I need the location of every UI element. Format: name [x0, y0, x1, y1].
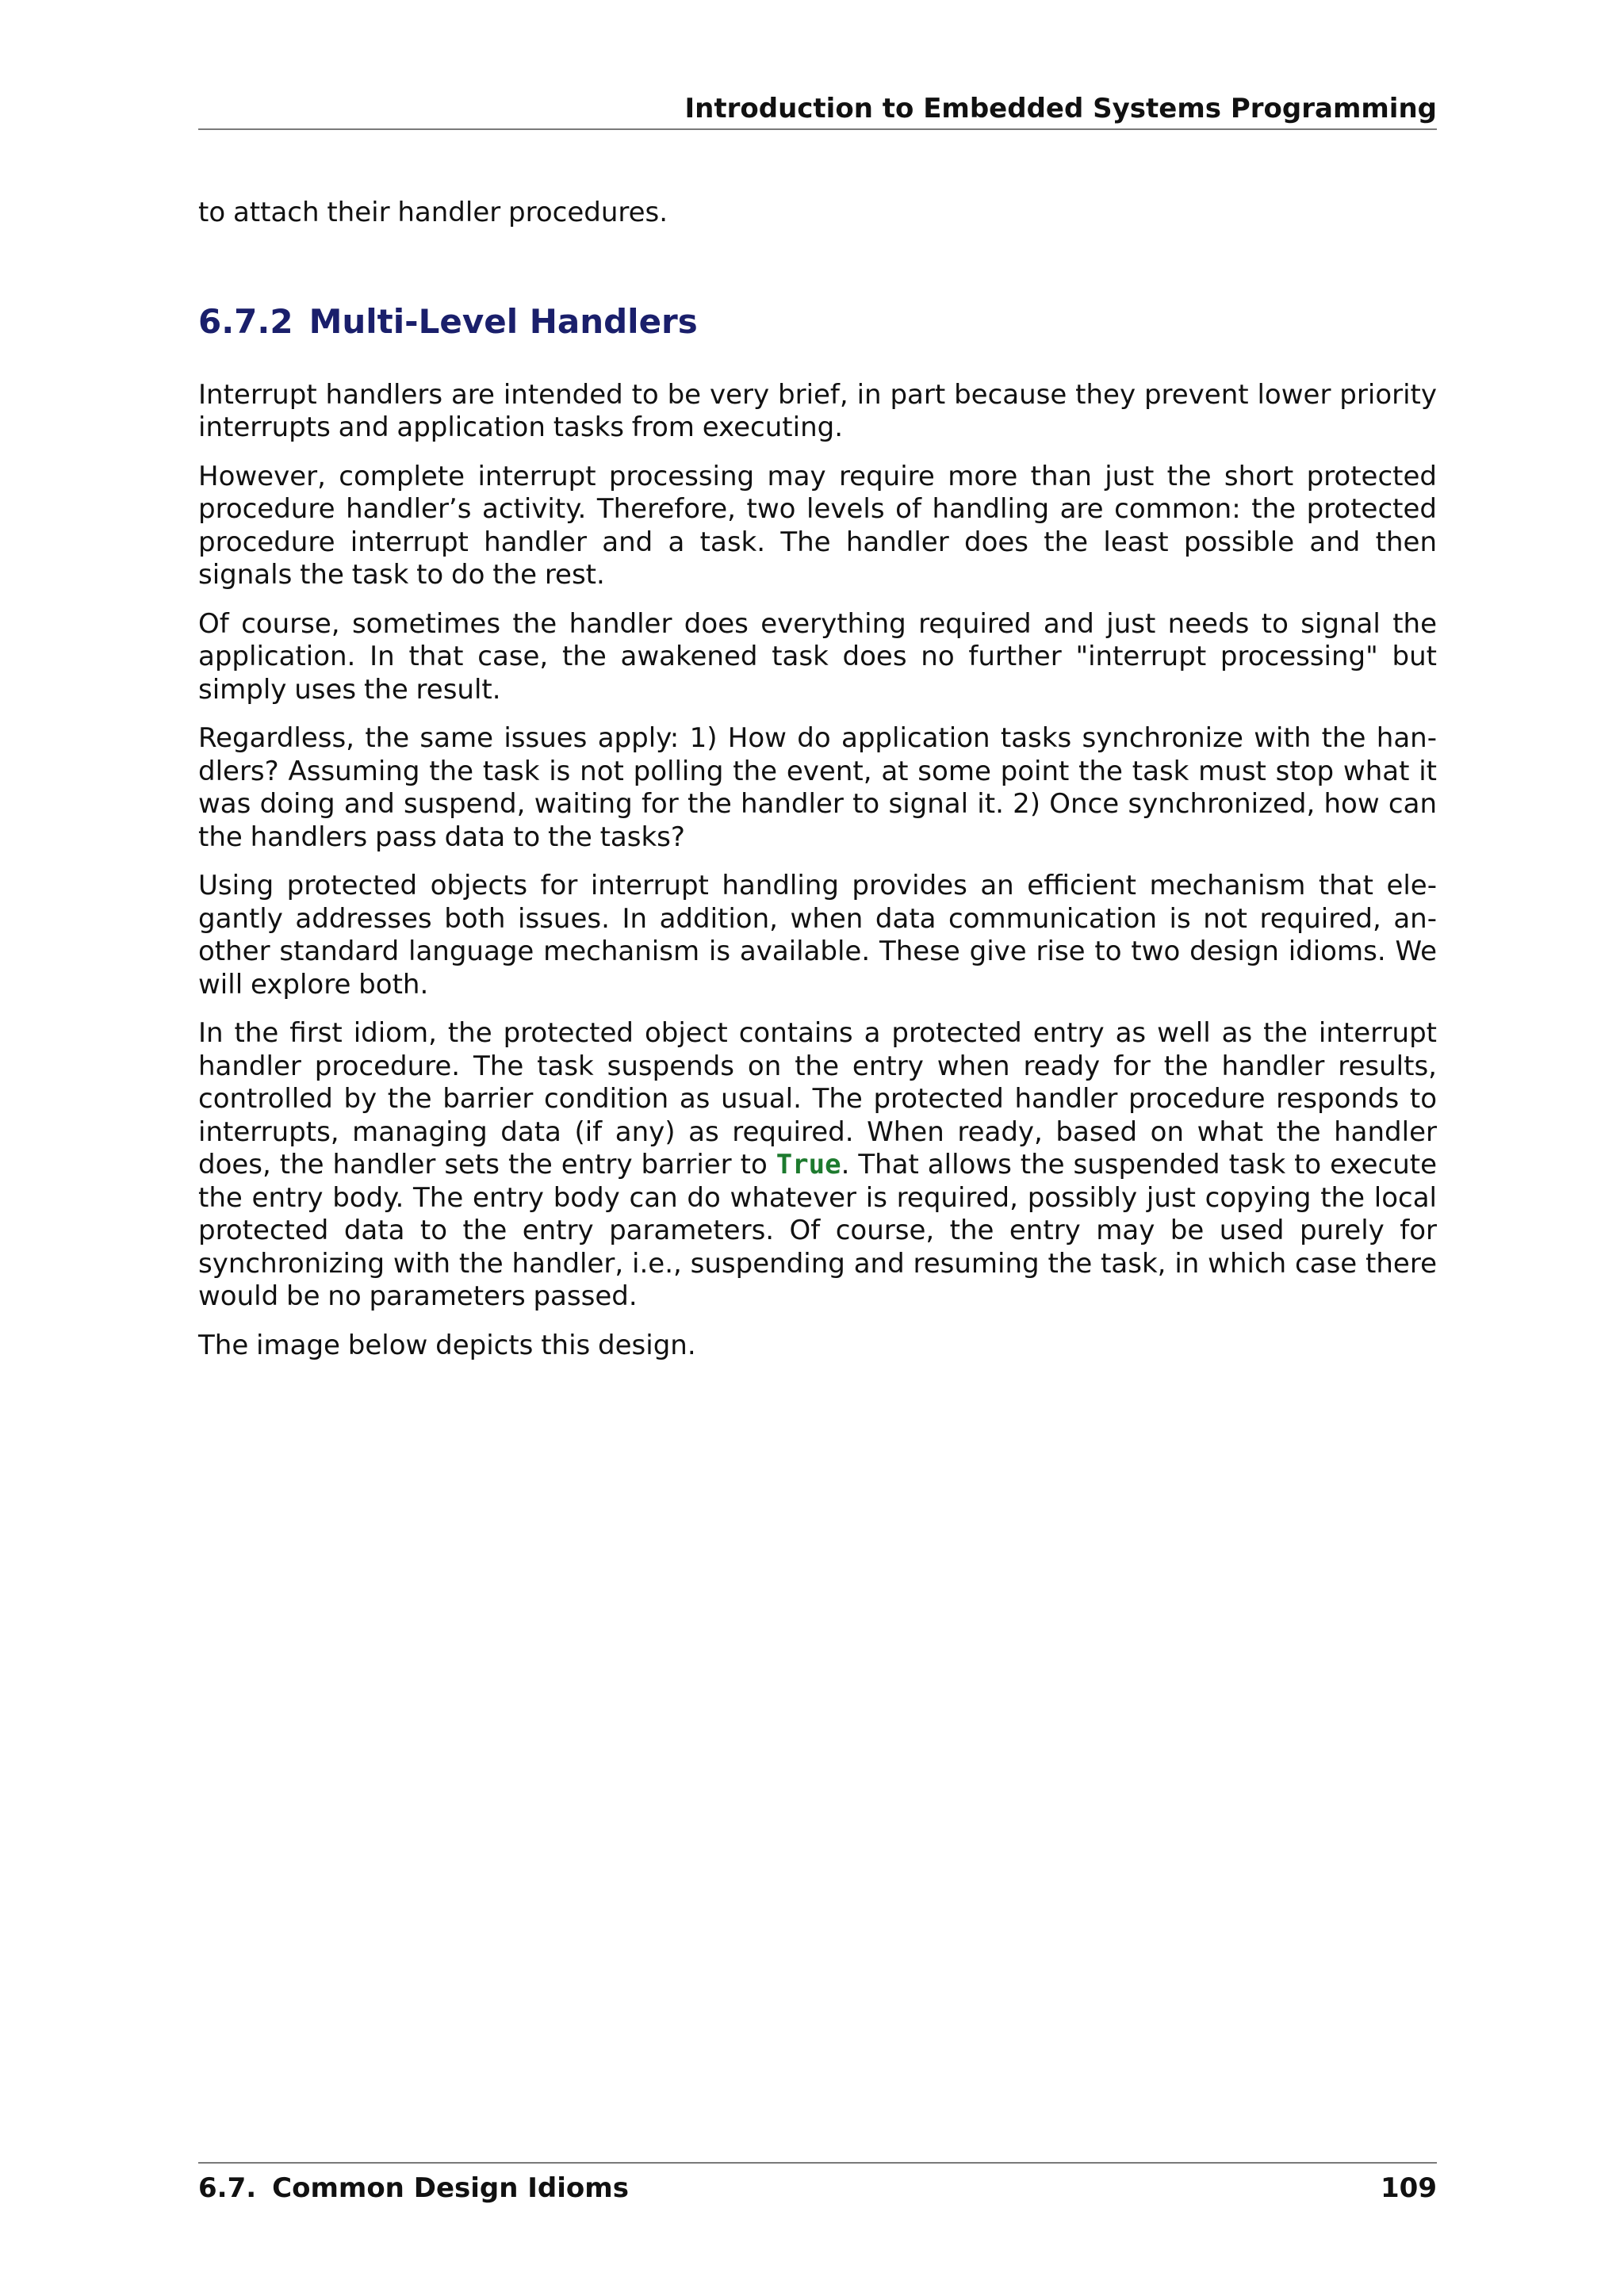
first-idiom-text-after: . That allows the suspended task to execute the entry body. The entry body can do whatever is required, possibly just copying the local protected data to the entry parameters. Of course, the entry may be used purely for synchronizing with the handler, i.e., suspending and resuming the task, in which case there would be no parameters passed. [198, 1149, 1437, 1312]
footer-section [198, 2168, 629, 2208]
footer-section-title: Common Design Idioms [272, 2172, 629, 2204]
running-header: Introduction to Embedded Systems Programming [684, 93, 1437, 124]
first-idiom-text-before: In the first idiom, the protected object contains a protected entry as well as the interrupt handler procedure. The task suspends on the entry when ready for the handler results, controlled by the barrier condition as usual. The protected handler procedure responds to interrupts, managing data (if any) as required. When ready, based on what the handler does, the handler sets the entry barrier to [198, 1017, 1437, 1181]
code-literal-true: True [776, 1149, 841, 1181]
section-title: Multi-Level Handlers [308, 301, 698, 341]
section-number: 6.7.2 [198, 301, 293, 341]
paragraph-image-below: The image below depicts this design. [198, 1329, 696, 1361]
paragraph-first-idiom [198, 1017, 1437, 1314]
footer-section-number: 6.7. [198, 2172, 257, 2204]
footer-divider [198, 2162, 1437, 2164]
paragraph-brief-handlers: Interrupt handlers are intended to be very brief, in part because they prevent lower priority interrupts and application tasks from executing. [198, 378, 1437, 443]
paragraph-signal-application: Of course, sometimes the handler does everything required and just needs to signal the application. In that case, the awakened task does no further "interrupt processing" but simply uses the result. [198, 607, 1437, 706]
page-number: 109 [1381, 2172, 1437, 2204]
paragraph-synchronization-issues: Regardless, the same issues apply: 1) How do application tasks synchronize with the han-dlers? Assuming the task is not polling the event, at some point the task must stop what it was doing and suspend, waiting for the handler to signal it. 2) Once synchronized, how can the handlers pass data to the tasks? [198, 722, 1437, 853]
intro-paragraph: to attach their handler procedures. [198, 197, 668, 228]
header-divider [198, 128, 1437, 130]
paragraph-protected-objects: Using protected objects for interrupt handling provides an efficient mechanism that ele-gantly addresses both issues. In addition, when data communication is not required, an-other standard language mechanism is available. These give rise to two design idioms. We will explore both. [198, 870, 1437, 1001]
paragraph-two-levels: However, complete interrupt processing may require more than just the short protected procedure handler’s activity. Therefore, two levels of handling are common: the protected procedure interrupt handler and a task. The handler does the least possible and then signals the task to do the rest. [198, 460, 1437, 591]
page-content [198, 197, 1437, 1378]
section-heading [198, 300, 1437, 344]
running-footer [198, 2168, 1437, 2208]
